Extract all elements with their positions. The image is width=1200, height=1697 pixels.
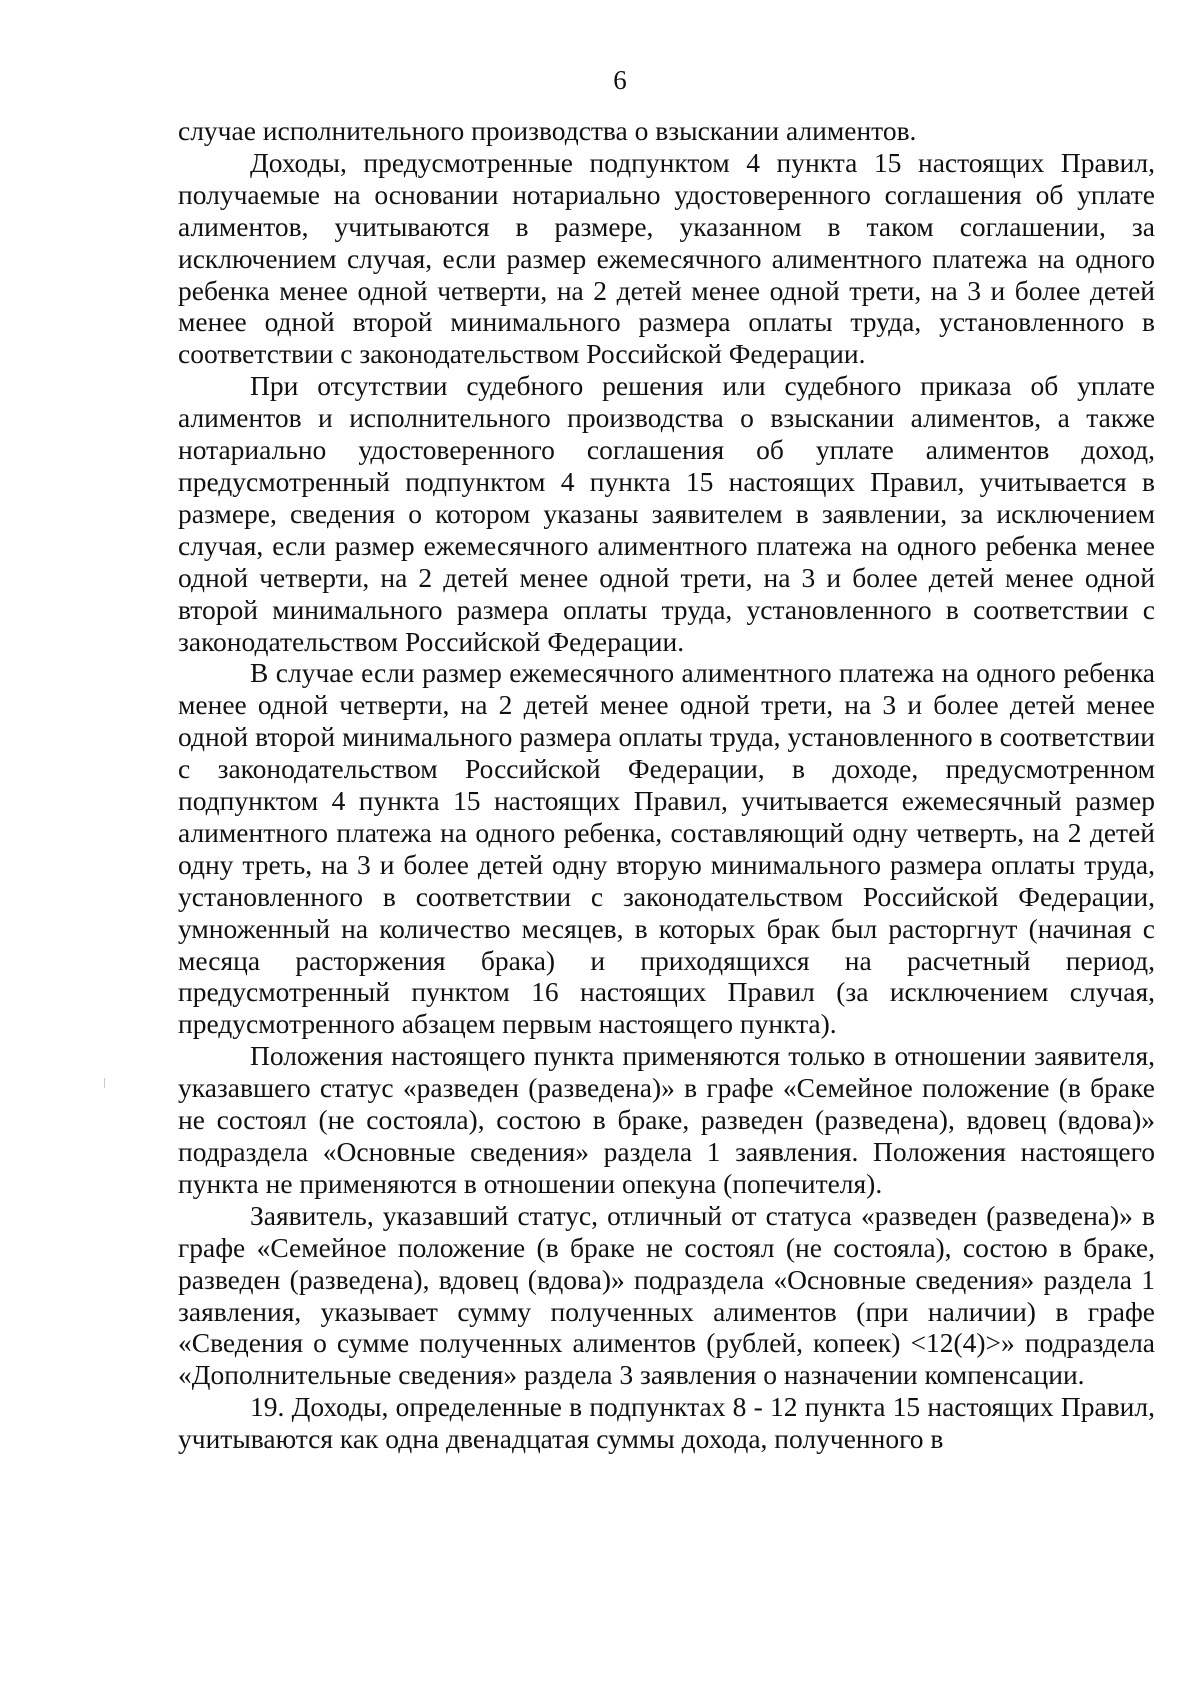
paragraph-minimum-payment: В случае если размер ежемесячного алиментного платежа на одного ребенка менее одной четверти, на 2 детей менее одной трети, на 3 и более детей менее одной второй минимального размера оплаты труда, установленного в соответствии с законодательством Российской Федерации, в доходе, предусмотренном подпунктом 4 пункта 15 настоящих Правил, учитывается ежемесячный размер алиментного платежа на одного ребенка, составляющий одну четверть, на 2 детей одну треть, на 3 и более детей одну вторую минимального размера оплаты труда, установленного в соответствии с законодательством Российской Федерации, умноженный на количество месяцев, в которых брак был расторгнут (начиная с месяца расторжения брака) и приходящихся на расчетный период, предусмотренный пунктом 16 настоящих Правил (за исключением случая, предусмотренного абзацем первым настоящего пункта). (178, 657, 1155, 1040)
paragraph-applicability: Положения настоящего пункта применяются только в отношении заявителя, указавшего статус «разведен (разведена)» в графе «Семейное положение (в браке не состоял (не состояла), состою в браке, разведен (разведена), вдовец (вдова)» подраздела «Основные сведения» раздела 1 заявления. Положения настоящего пункта не применяются в отношении опекуна (попечителя). (178, 1040, 1155, 1199)
page-number: 6 (613, 65, 627, 95)
paragraph-no-court-decision: При отсутствии судебного решения или судебного приказа об уплате алиментов и исполнительного производства о взыскании алиментов, а также нотариально удостоверенного соглашения об уплате алиментов доход, предусмотренный подпунктом 4 пункта 15 настоящих Правил, учитывается в размере, сведения о котором указаны заявителем в заявлении, за исключением случая, если размер ежемесячного алиментного платежа на одного ребенка менее одной четверти, на 2 детей менее одной трети, на 3 и более детей менее одной второй минимального размера оплаты труда, установленного в соответствии с законодательством Российской Федерации. (178, 370, 1155, 657)
scan-margin-mark (104, 1078, 105, 1088)
paragraph-other-status: Заявитель, указавший статус, отличный от статуса «разведен (разведена)» в графе «Семейное положение (в браке не состоял (не состояла), состою в браке, разведен (разведена), вдовец (вдова)» подраздела «Основные сведения» раздела 1 заявления, указывает сумму полученных алиментов (при наличии) в графе «Сведения о сумме полученных алиментов (рублей, копеек) <12(4)>» подраздела «Дополнительные сведения» раздела 3 заявления о назначении компенсации. (178, 1199, 1155, 1391)
paragraph-continuation: случае исполнительного производства о взыскании алиментов. (178, 115, 917, 146)
document-body (178, 115, 1155, 1455)
paragraph-notarial-agreement: Доходы, предусмотренные подпунктом 4 пункта 15 настоящих Правил, получаемые на основании нотариально удостоверенного соглашения об уплате алиментов, учитываются в размере, указанном в таком соглашении, за исключением случая, если размер ежемесячного алиментного платежа на одного ребенка менее одной четверти, на 2 детей менее одной трети, на 3 и более детей менее одной второй минимального размера оплаты труда, установленного в соответствии с законодательством Российской Федерации. (178, 146, 1155, 370)
paragraph-item-19: 19. Доходы, определенные в подпунктах 8 - 12 пункта 15 настоящих Правил, учитываются как одна двенадцатая суммы дохода, полученного в (178, 1391, 1155, 1455)
